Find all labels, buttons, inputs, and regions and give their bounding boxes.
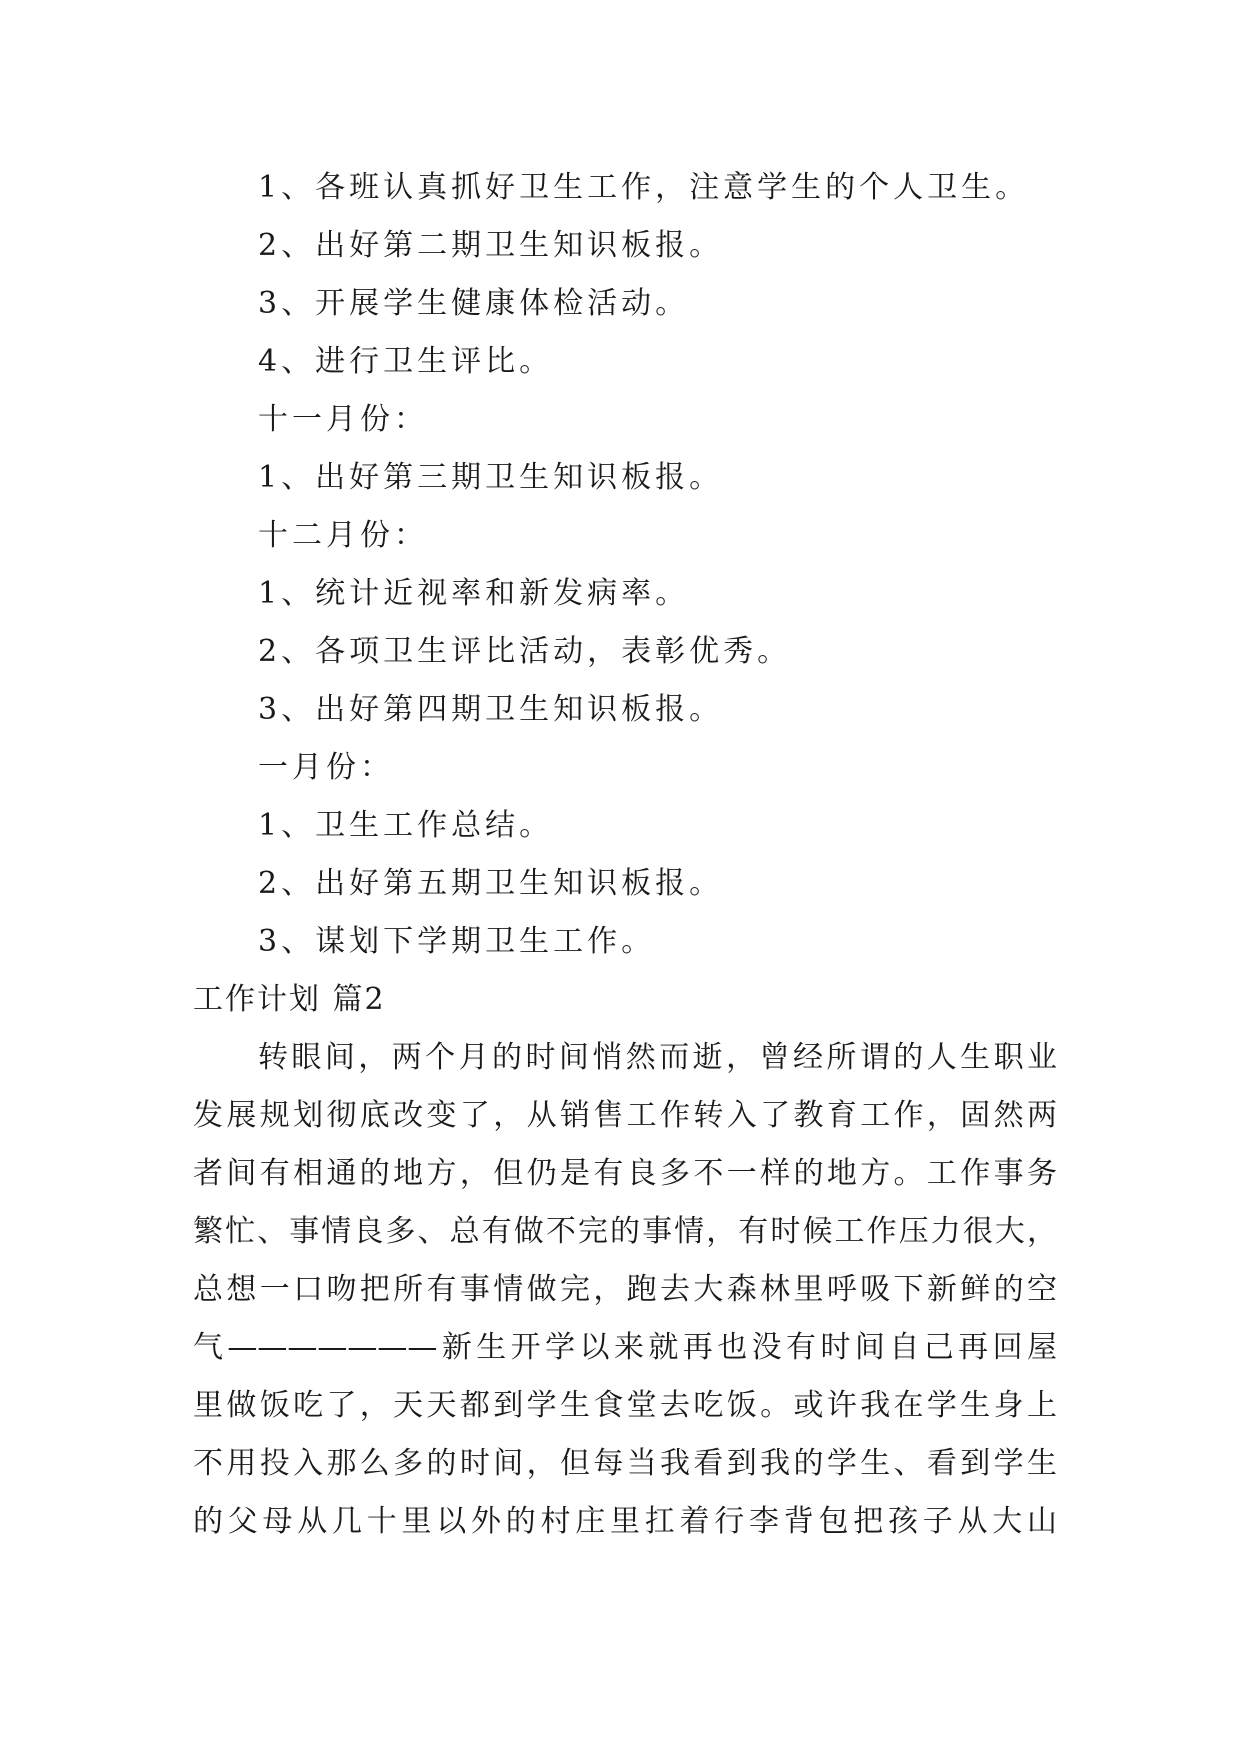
list-line: 1、出好第三期卫生知识板报。 <box>258 460 724 495</box>
list-line: 2、出好第二期卫生知识板报。 <box>258 228 724 263</box>
paragraph-line: 总想一口吻把所有事情做完，跑去大森林里呼吸下新鲜的空 <box>193 1272 1057 1307</box>
paragraph-line: 里做饭吃了，天天都到学生食堂去吃饭。或许我在学生身上 <box>193 1388 1057 1423</box>
section-heading: 工作计划 篇2 <box>193 982 386 1017</box>
list-line: 3、谋划下学期卫生工作。 <box>258 924 656 959</box>
paragraph-line: 不用投入那么多的时间，但每当我看到我的学生、看到学生 <box>193 1446 1057 1481</box>
paragraph-line: 转眼间，两个月的时间悄然而逝，曾经所谓的人生职业 <box>258 1040 1057 1075</box>
list-line: 2、各项卫生评比活动，表彰优秀。 <box>258 634 792 669</box>
list-line: 1、卫生工作总结。 <box>258 808 554 843</box>
month-heading: 一月份： <box>258 750 394 785</box>
list-line: 3、开展学生健康体检活动。 <box>258 286 690 321</box>
month-heading: 十一月份： <box>258 402 428 437</box>
month-heading: 十二月份： <box>258 518 428 553</box>
paragraph-line: 繁忙、事情良多、总有做不完的事情，有时候工作压力很大， <box>193 1214 1057 1249</box>
paragraph-line: 者间有相通的地方，但仍是有良多不一样的地方。工作事务 <box>193 1156 1057 1191</box>
list-line: 1、统计近视率和新发病率。 <box>258 576 690 611</box>
paragraph-line: 气———————新生开学以来就再也没有时间自己再回屋 <box>193 1330 1057 1365</box>
list-line: 2、出好第五期卫生知识板报。 <box>258 866 724 901</box>
paragraph-line: 的父母从几十里以外的村庄里扛着行李背包把孩子从大山 <box>193 1504 1057 1539</box>
paragraph-line: 发展规划彻底改变了，从销售工作转入了教育工作，固然两 <box>193 1098 1057 1133</box>
list-line: 4、进行卫生评比。 <box>258 344 554 379</box>
list-line: 3、出好第四期卫生知识板报。 <box>258 692 724 727</box>
list-line: 1、各班认真抓好卫生工作，注意学生的个人卫生。 <box>258 170 1030 205</box>
